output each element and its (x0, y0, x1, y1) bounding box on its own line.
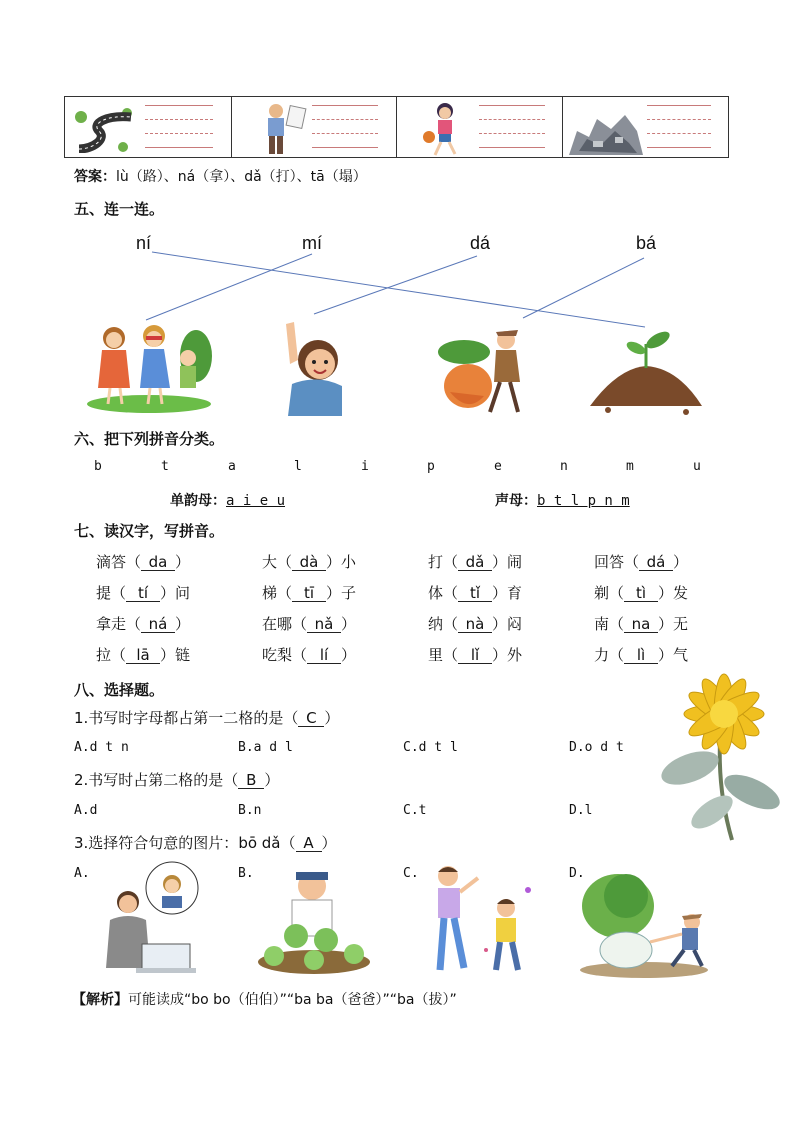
pinyin-item (262, 644, 356, 665)
pinyin-item-answer[interactable]: da (141, 555, 175, 571)
q3-answer[interactable]: A (296, 836, 322, 852)
pinyin-item-answer[interactable]: tǐ (458, 586, 492, 602)
pinyin-ba: bá (636, 233, 657, 253)
answer-text: lù（路）、ná（拿）、dǎ（打）、tā（塌） (116, 169, 367, 185)
pinyin-item-char: 在哪（ (262, 615, 308, 633)
question-1 (74, 707, 339, 728)
vowel-row (170, 490, 285, 510)
q3-stem: 3.选择符合句意的图片：bō dǎ（ (74, 834, 296, 852)
pinyin-item-answer[interactable]: dá (639, 555, 673, 571)
pinyin-item-suffix: ） (175, 615, 191, 633)
q3-option-a[interactable]: A. (74, 866, 90, 881)
q2-option-d[interactable]: D.l (569, 803, 593, 818)
pinyin-item-suffix: ）小 (326, 553, 357, 571)
q1-option-a[interactable]: A.d t n (74, 740, 129, 755)
pinyin-item-suffix: ）子 (326, 584, 357, 602)
letter-t: t (161, 459, 169, 474)
pinyin-item-char: 里（ (428, 646, 459, 664)
consonant-row (495, 490, 630, 510)
q2-stem: 2.书写时占第二格的是（ (74, 771, 239, 789)
pinyin-da: dá (470, 233, 491, 253)
pinyin-item (428, 551, 522, 572)
letter-a: a (228, 459, 236, 474)
letter-e: e (494, 459, 502, 474)
pinyin-item-answer[interactable]: tí (126, 586, 160, 602)
pinyin-item-char: 拉（ (96, 646, 127, 664)
section-5-title: 五、连一连。 (74, 200, 165, 218)
section-8-title: 八、选择题。 (74, 681, 165, 699)
q1-option-b[interactable]: B.a d l (238, 740, 293, 755)
letter-u: u (693, 459, 701, 474)
pinyin-item-answer[interactable]: dà (292, 555, 326, 571)
q1-answer[interactable]: C (298, 711, 324, 727)
man-pulling-radish-picture (436, 322, 532, 418)
phone-call-picture[interactable] (100, 858, 200, 978)
pinyin-item-suffix: ） (341, 646, 357, 664)
vowel-label: 单韵母： (170, 493, 226, 509)
pinyin-item (594, 551, 688, 572)
pinyin-item (262, 613, 356, 634)
letter-m: m (626, 459, 634, 474)
pinyin-item-suffix: ）闹 (492, 553, 523, 571)
match-line-ni (152, 252, 645, 327)
pinyin-item-suffix: ）育 (492, 584, 523, 602)
analysis-text: 可能读成“bo bo（伯伯）”“ba ba（爸爸）”“ba（拔）” (128, 992, 457, 1008)
pinyin-item-answer[interactable]: tì (624, 586, 658, 602)
q2-answer[interactable]: B (238, 773, 264, 789)
pinyin-item-suffix: ）外 (492, 646, 523, 664)
analysis-label: 【解析】 (72, 992, 128, 1008)
consonant-label: 声母： (495, 493, 537, 509)
pinyin-item-char: 打（ (428, 553, 459, 571)
children-blindfold-picture (84, 318, 214, 414)
pinyin-item (428, 613, 522, 634)
letter-l: l (294, 459, 302, 474)
q3-end: ） (321, 834, 337, 852)
q2-end: ） (264, 771, 280, 789)
pinyin-item-char: 提（ (96, 584, 127, 602)
pinyin-item-char: 南（ (594, 615, 625, 633)
pinyin-item-char: 拿走（ (96, 615, 142, 633)
letter-i: i (361, 459, 369, 474)
q1-option-d[interactable]: D.o d t (569, 740, 624, 755)
pinyin-item (428, 644, 522, 665)
q1-end: ） (324, 709, 340, 727)
q2-option-b[interactable]: B.n (238, 803, 262, 818)
pinyin-item-suffix: ）闷 (492, 615, 523, 633)
pinyin-item-char: 滴答（ (96, 553, 142, 571)
pinyin-ni: ní (136, 233, 152, 253)
letter-p: p (427, 459, 435, 474)
pinyin-mi: mí (302, 233, 322, 253)
pinyin-item (594, 613, 688, 634)
answer-label: 答案： (74, 169, 116, 185)
dancing-people-picture[interactable] (426, 862, 536, 978)
pinyin-item-suffix: ） (175, 553, 191, 571)
pinyin-item-answer[interactable]: nà (458, 617, 492, 633)
pinyin-item (96, 644, 190, 665)
pinyin-item-char: 纳（ (428, 615, 459, 633)
q3-option-b[interactable]: B. (238, 866, 254, 881)
pinyin-item-char: 大（ (262, 553, 293, 571)
pinyin-item-answer[interactable]: lā (126, 648, 160, 664)
pinyin-item-suffix: ）问 (160, 584, 191, 602)
pinyin-item (594, 644, 688, 665)
pinyin-item (96, 613, 190, 634)
pinyin-item-answer[interactable]: nǎ (307, 617, 341, 633)
pinyin-item (262, 551, 356, 572)
pinyin-item (262, 582, 356, 603)
pinyin-item-answer[interactable]: lǐ (458, 648, 492, 664)
sprout-in-soil-picture (588, 326, 704, 416)
pinyin-item-suffix: ）无 (658, 615, 689, 633)
boy-raising-hand-picture (280, 320, 346, 418)
pinyin-item-answer[interactable]: na (624, 617, 658, 633)
q3-option-c[interactable]: C. (403, 866, 419, 881)
q1-option-c[interactable]: C.d t l (403, 740, 458, 755)
pinyin-item-char: 体（ (428, 584, 459, 602)
q1-stem: 1.书写时字母都占第一二格的是（ (74, 709, 299, 727)
pinyin-item-char: 回答（ (594, 553, 640, 571)
pinyin-item-answer[interactable]: lí (307, 648, 341, 664)
match-line-ba (523, 258, 644, 318)
pinyin-item-char: 梯（ (262, 584, 293, 602)
pinyin-item (428, 582, 522, 603)
letter-n: n (560, 459, 568, 474)
analysis-line (72, 989, 457, 1009)
chrysanthemum-decoration (640, 672, 792, 844)
match-line-da (314, 256, 477, 314)
q2-option-a[interactable]: A.d (74, 803, 98, 818)
q3-option-d[interactable]: D. (569, 866, 585, 881)
pinyin-item-suffix: ）发 (658, 584, 689, 602)
pulling-turnip-picture[interactable] (578, 866, 712, 978)
question-3 (74, 832, 337, 853)
pinyin-item-char: 力（ (594, 646, 625, 664)
section-7-title: 七、读汉字，写拼音。 (74, 522, 225, 540)
pinyin-item-answer[interactable]: dǎ (458, 555, 492, 571)
question-2 (74, 769, 279, 790)
pinyin-item-answer[interactable]: tī (292, 586, 326, 602)
consonant-answer: b t l p n m (537, 493, 630, 509)
section-6-title: 六、把下列拼音分类。 (74, 430, 225, 448)
vowel-answer: a i e u (226, 493, 286, 509)
pinyin-item (96, 582, 190, 603)
letter-b: b (94, 459, 102, 474)
pinyin-item (96, 551, 190, 572)
pinyin-item-suffix: ） (673, 553, 689, 571)
farmer-cabbage-picture[interactable] (256, 864, 372, 976)
pinyin-item-char: 剃（ (594, 584, 625, 602)
pinyin-item-suffix: ）链 (160, 646, 191, 664)
pinyin-item-suffix: ） (341, 615, 357, 633)
pinyin-item-answer[interactable]: ná (141, 617, 175, 633)
q2-option-c[interactable]: C.t (403, 803, 427, 818)
pinyin-item-answer[interactable]: lì (624, 648, 658, 664)
pinyin-item-char: 吃梨（ (262, 646, 308, 664)
pinyin-item (594, 582, 688, 603)
pinyin-item-suffix: ）气 (658, 646, 689, 664)
